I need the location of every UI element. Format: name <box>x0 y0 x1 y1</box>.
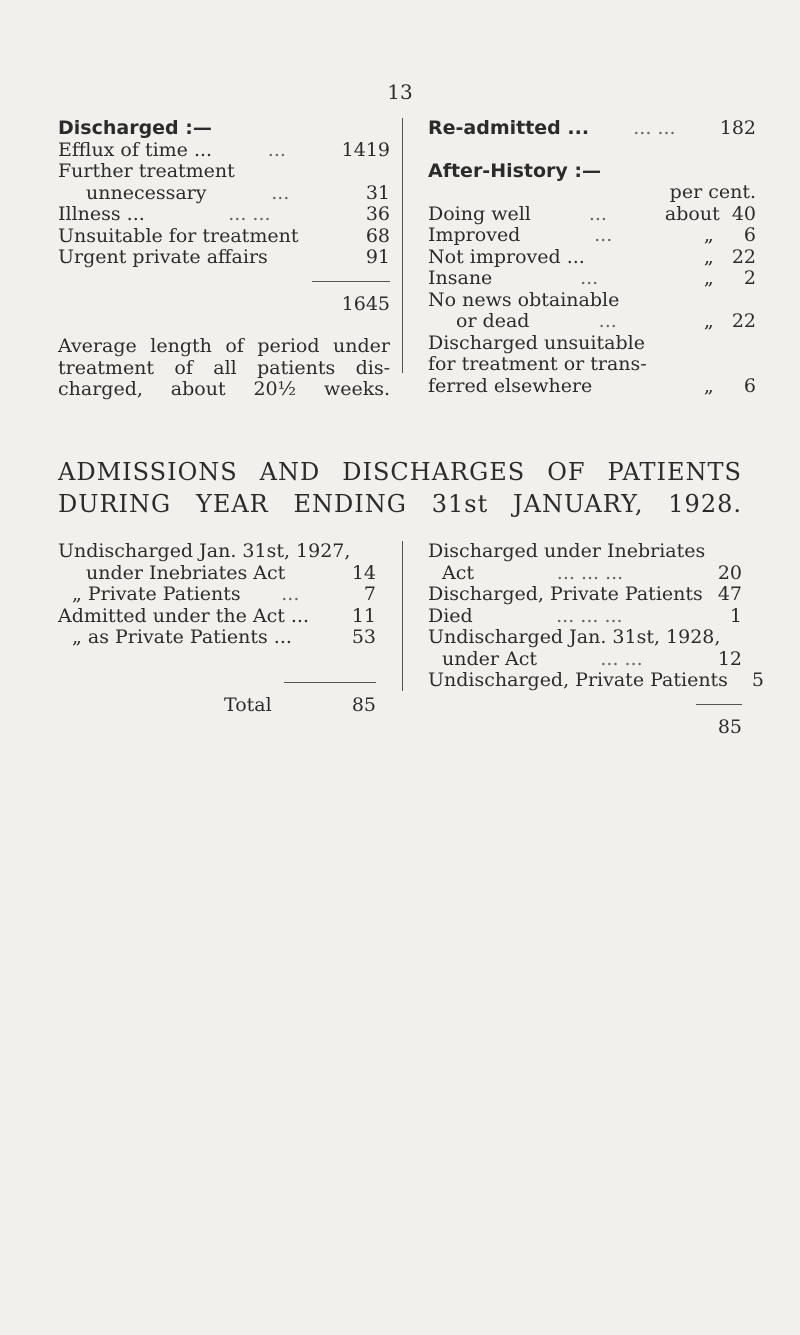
average-length-paragraph <box>58 336 390 401</box>
discharges-row <box>428 584 742 606</box>
title-word: AND <box>259 458 321 486</box>
row-label: unnecessary <box>86 181 207 204</box>
row-value: 2 <box>743 267 756 289</box>
row-value: 22 <box>731 245 756 268</box>
row-leader: ... <box>281 583 300 605</box>
row-value: 7 <box>363 583 376 605</box>
title-word: 31st <box>431 490 489 518</box>
after-history-row <box>428 376 756 398</box>
row-label: Efflux of time ... <box>58 138 213 161</box>
undischarged-intro: Undischarged Jan. 31st, 1928, <box>428 626 721 648</box>
percent-unit-label: per cent. <box>669 181 756 203</box>
unsuitable-label: Discharged unsuitable <box>428 331 645 354</box>
readmitted-value: 182 <box>719 117 756 139</box>
readmitted-row <box>428 118 756 140</box>
row-label: ferred elsewhere <box>428 374 593 397</box>
unit-row <box>428 182 756 204</box>
row-value: 68 <box>365 224 390 247</box>
row-label: Discharged, Private Patients <box>428 583 703 605</box>
row-label: Not improved ... <box>428 245 585 268</box>
row-label: Admitted under the Act ... <box>58 604 310 627</box>
title-word: YEAR <box>195 490 269 518</box>
sum-rule <box>312 281 390 282</box>
after-history-section <box>428 118 756 397</box>
admissions-row <box>58 606 376 628</box>
row-value: 1419 <box>341 138 390 161</box>
after-history-row <box>428 225 756 247</box>
row-label: „ as Private Patients ... <box>72 626 292 648</box>
admissions-intro: Undischarged Jan. 31st, 1927, <box>58 540 351 562</box>
discharged-total: 1645 <box>341 292 390 315</box>
discharged-row <box>58 183 390 205</box>
discharges-row <box>428 669 764 692</box>
page-number: 13 <box>387 80 413 104</box>
discharged-row <box>58 140 390 162</box>
title-word: PATIENTS <box>607 458 742 486</box>
admissions-row <box>58 627 376 649</box>
row-leader: ... ... <box>228 203 271 225</box>
row-qualifier: „ <box>703 374 714 397</box>
discharged-row <box>58 204 390 226</box>
discharges-row <box>428 649 742 671</box>
row-label: under Act <box>442 647 537 670</box>
row-label: Further treatment <box>58 160 235 182</box>
row-value: 40 <box>731 202 756 225</box>
row-leader: ... <box>271 181 290 204</box>
title-word: DISCHARGES <box>342 458 526 486</box>
row-value: 53 <box>351 626 376 648</box>
row-leader: ... ... ... <box>556 561 624 584</box>
row-label: Undischarged, Private Patients <box>428 669 728 691</box>
row-qualifier: „ <box>703 267 714 289</box>
section-title-line-1 <box>58 458 742 486</box>
discharged-row <box>58 226 390 248</box>
average-line: charged, about 20½ weeks. <box>58 378 390 400</box>
readmitted-label: Re-admitted ... <box>428 117 590 139</box>
title-word: 1928. <box>668 490 742 518</box>
discharged-row <box>58 247 390 269</box>
discharges-row <box>428 606 742 628</box>
row-leader: ... ... <box>633 117 676 139</box>
title-word: OF <box>547 458 586 486</box>
row-qualifier: about <box>664 202 720 225</box>
row-leader: ... ... ... <box>556 604 623 627</box>
row-value: 22 <box>731 310 756 332</box>
sum-rule <box>284 682 376 683</box>
row-value: 6 <box>743 224 756 246</box>
row-label: under Inebriates Act <box>86 561 286 584</box>
discharges-intro: Discharged under Inebriates <box>428 540 706 562</box>
row-qualifier: „ <box>703 224 714 246</box>
after-history-heading: After-History :— <box>428 159 602 182</box>
discharges-row <box>428 563 742 585</box>
no-news-label: No news obtainable <box>428 288 620 311</box>
row-value: 12 <box>717 647 742 670</box>
row-leader: ... <box>588 202 607 225</box>
discharges-total: 85 <box>717 715 742 738</box>
average-line: Average length of period under <box>58 335 390 357</box>
row-value: 36 <box>365 203 390 225</box>
row-label: Illness ... <box>58 203 145 225</box>
discharged-section <box>58 118 390 401</box>
after-history-row <box>428 311 756 333</box>
row-leader: ... <box>598 310 617 332</box>
admissions-total-row <box>58 695 376 717</box>
row-label: Died <box>428 604 473 627</box>
after-history-row <box>428 204 756 226</box>
discharged-row <box>58 161 390 183</box>
total-label: Total <box>224 693 272 716</box>
row-label: Insane <box>428 267 493 289</box>
row-value: 11 <box>351 604 376 627</box>
row-value: 31 <box>365 181 390 204</box>
row-leader: ... <box>267 138 286 161</box>
section-title-line-2 <box>58 490 742 518</box>
row-value: 20 <box>717 561 742 584</box>
row-value: 5 <box>751 669 764 691</box>
row-leader: ... <box>580 267 599 289</box>
title-word: JANUARY, <box>513 490 644 518</box>
title-word: DURING <box>58 490 172 518</box>
row-value: 14 <box>351 561 376 584</box>
discharged-total-row <box>58 294 390 316</box>
row-label: „ Private Patients <box>72 583 241 605</box>
title-word: ADMISSIONS <box>58 458 238 486</box>
admissions-row <box>58 563 376 585</box>
column-divider <box>402 541 403 691</box>
admissions-row <box>58 584 376 606</box>
row-label: Unsuitable for treatment <box>58 224 299 247</box>
row-label: Urgent private affairs <box>58 246 268 268</box>
row-value: 6 <box>743 374 756 397</box>
row-label: or dead <box>456 310 530 332</box>
after-history-row <box>428 247 756 269</box>
row-label: Act <box>442 561 474 584</box>
after-history-row <box>428 268 756 290</box>
row-value: 1 <box>729 604 742 627</box>
row-label: Doing well <box>428 202 531 225</box>
admissions-total: 85 <box>351 693 376 716</box>
row-leader: ... <box>594 224 613 246</box>
row-leader: ... ... <box>600 647 643 670</box>
row-label: Improved <box>428 224 521 246</box>
row-value: 47 <box>717 583 742 605</box>
row-value: 91 <box>365 246 390 268</box>
title-word: ENDING <box>293 490 407 518</box>
average-line: treatment of all patients dis- <box>58 356 390 379</box>
discharged-heading: Discharged :— <box>58 117 212 139</box>
discharges-section <box>428 540 764 738</box>
sum-rule <box>696 704 742 705</box>
admissions-section <box>58 541 376 716</box>
unsuitable-label: for treatment or trans- <box>428 353 647 375</box>
row-qualifier: „ <box>703 310 714 332</box>
row-qualifier: „ <box>703 245 714 268</box>
discharges-total-row <box>428 717 742 739</box>
column-divider <box>402 118 403 373</box>
